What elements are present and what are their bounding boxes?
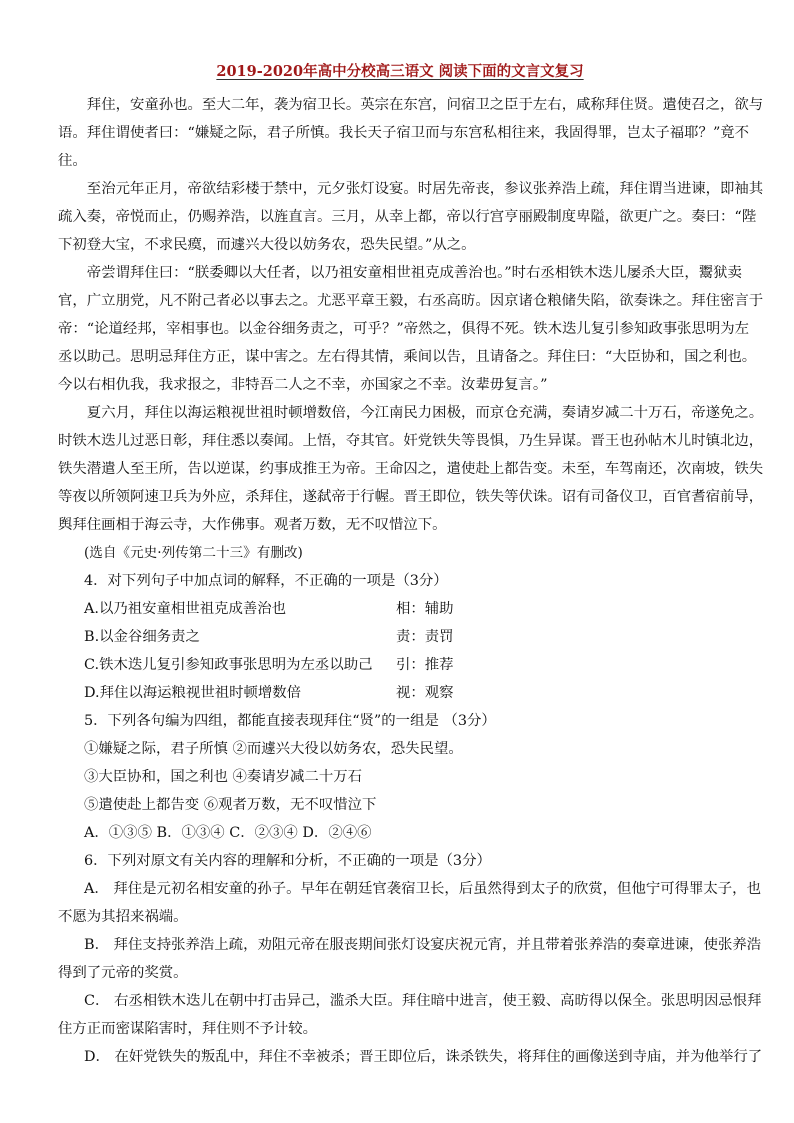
question-6-stem: 6．下列对原文有关内容的理解和分析，不正确的一项是（3分） [84, 853, 491, 869]
question-4-option-a [58, 595, 742, 623]
option-text: D.拜住以海运粮视世祖时顿增数倍 [84, 685, 302, 701]
passage-line: 官，广立朋党，凡不附己者必以事去之。尤恶平章王毅，右丞高昉。因京诸仓粮储失陷，欲奏诛之。拜住密言于 [58, 293, 764, 309]
passage-line: 舆拜住画相于海云寺，大作佛事。观者万数，无不叹惜泣下。 [58, 517, 447, 533]
option-first-line [58, 1049, 762, 1065]
passage-paragraph-3 [58, 259, 764, 399]
question-6-option-d [58, 1043, 763, 1071]
question-4-stem: 4．对下列句子中加点词的解释，不正确的一项是（3分） [84, 573, 448, 589]
option-text: 右丞相铁木迭儿在朝中打击异己，滥杀大臣。拜住暗中进言，使王毅、高昉得以保全。张思明因忌恨拜 [113, 993, 762, 1009]
option-text: C.铁木迭儿复引参知政事张思明为左丞以助己 [84, 657, 373, 673]
option-gloss: 责：责罚 [396, 629, 454, 645]
passage-line: 夏六月，拜住以海运粮视世祖时顿增数倍，今江南民力困极，而京仓充满，奏请岁减二十万石，帝遂免之。 [86, 405, 764, 421]
question-4-option-b [58, 623, 742, 651]
option-text: 不愿为其招来祸端。 [58, 909, 188, 925]
option-gloss: 相：辅助 [396, 601, 454, 617]
option-label: C． [84, 993, 110, 1009]
passage-paragraph-4 [58, 399, 764, 539]
option-first-line [58, 937, 761, 953]
option-first-line [58, 881, 761, 897]
option-text: B.以金谷细务责之 [84, 629, 200, 645]
passage-line: 帝尝谓拜住曰：“朕委卿以大任者，以乃祖安童相世祖克成善治也。”时右丞相铁木迭儿屡杀大臣，鬻狱卖 [86, 265, 742, 281]
passage-line: 语。拜住谓使者曰：“嫌疑之际，君子所慎。我长天子宿卫而与东宫私相往来，我固得罪，岂太子福耶？”竟不 [58, 125, 750, 141]
passage-line: 疏入奏，帝悦而止，仍赐养浩，以旌直言。三月，从幸上都，帝以行宫亨丽殿制度卑隘，欲更广之。奏曰：“陛 [58, 209, 757, 225]
passage-line: 拜住，安童孙也。至大二年，袭为宿卫长。英宗在东宫，问宿卫之臣于左右，咸称拜住贤。遣使召之，欲与 [86, 97, 764, 113]
passage-line: 往。 [58, 153, 87, 169]
passage-line: 丞以助己。思明忌拜住方正，谋中害之。左右得其情，乘间以告，且请备之。拜住曰：“大臣协和，国之利也。 [58, 349, 757, 365]
source-citation: (选自《元史·列传第二十三》有删改) [84, 545, 303, 561]
passage-line: 至治元年正月，帝欲结彩楼于禁中，元夕张灯设宴。时居先帝丧，参议张养浩上疏，拜住谓当进谏，即袖其 [86, 181, 764, 197]
document-title: 2019-2020年高中分校高三语文 阅读下面的文言文复习 [216, 63, 584, 80]
option-first-line [58, 993, 762, 1009]
question-6-option-c [58, 987, 762, 1043]
passage-line: 时铁木迭儿过恶日彰，拜住悉以奏闻。上悟，夺其官。奸党铁失等畏惧，乃生异谋。晋王也孙帖木儿时镇北边， [58, 433, 764, 449]
option-text: A.以乃祖安童相世祖克成善治也 [84, 601, 287, 617]
passage-paragraph-1 [58, 91, 764, 175]
question-5-item-line: ⑤遣使赴上都告变 ⑥观者万数，无不叹惜泣下 [84, 797, 377, 813]
document-page [58, 62, 764, 1071]
question-4-option-c [58, 651, 742, 679]
question-5-item-line: ①嫌疑之际，君子所慎 ②而遽兴大役以妨务农，恐失民望。 [84, 741, 463, 757]
passage [58, 91, 764, 539]
option-text: 住方正而密谋陷害时，拜住则不予计较。 [58, 1021, 318, 1037]
passage-line: 下初登大宝，不求民瘼，而遽兴大役以妨务农，恐失民望。”从之。 [58, 237, 476, 253]
option-label: A． [84, 881, 109, 897]
passage-line: 今以右相仇我，我求报之，非特吾二人之不幸，亦国家之不幸。汝辈毋复言。” [58, 377, 548, 393]
question-5-answers: A．①③⑤ B．①③④ C．②③④ D．②④⑥ [84, 825, 372, 841]
option-text: 拜住支持张养浩上疏，劝阻元帝在服丧期间张灯设宴庆祝元宵，并且带着张养浩的奏章进谏，使张养浩 [113, 937, 762, 953]
option-label: B． [84, 937, 109, 953]
question-4-option-d [58, 679, 742, 707]
passage-line: 帝：“论道经邦，宰相事也。以金谷细务责之，可乎？”帝然之，俱得不死。铁木迭儿复引参知政事张思明为左 [58, 321, 750, 337]
option-text: 得到了元帝的奖赏。 [58, 965, 188, 981]
option-text: 拜住是元初名相安童的孙子。早年在朝廷官袭宿卫长，后虽然得到太子的欣赏，但他宁可得罪太子，也 [113, 881, 761, 897]
question-5-stem: 5．下列各句编为四组，都能直接表现拜住“贤”的一组是 （3分） [84, 713, 496, 729]
question-6-option-a [58, 875, 761, 931]
option-text: 在奸党铁失的叛乱中，拜住不幸被杀；晋王即位后，诛杀铁失，将拜住的画像送到寺庙，并为他举行了 [114, 1049, 763, 1065]
question-5-item-line: ③大臣协和，国之利也 ④奏请岁减二十万石 [84, 769, 362, 785]
passage-line: 铁失潜遣人至王所，告以逆谋，约事成推王为帝。王命囚之，遣使赴上都告变。未至，车驾南还，次南坡，铁失 [58, 461, 764, 477]
option-label: D． [84, 1049, 110, 1065]
option-gloss: 视：观察 [396, 685, 454, 701]
question-6-option-b [58, 931, 762, 987]
option-gloss: 引：推荐 [396, 657, 454, 673]
passage-line: 等夜以所领阿速卫兵为外应，杀拜住，遂弑帝于行幄。晋王即位，铁失等伏诛。诏有司备仪卫，百官耆宿前导， [58, 489, 764, 505]
passage-paragraph-2 [58, 175, 764, 259]
